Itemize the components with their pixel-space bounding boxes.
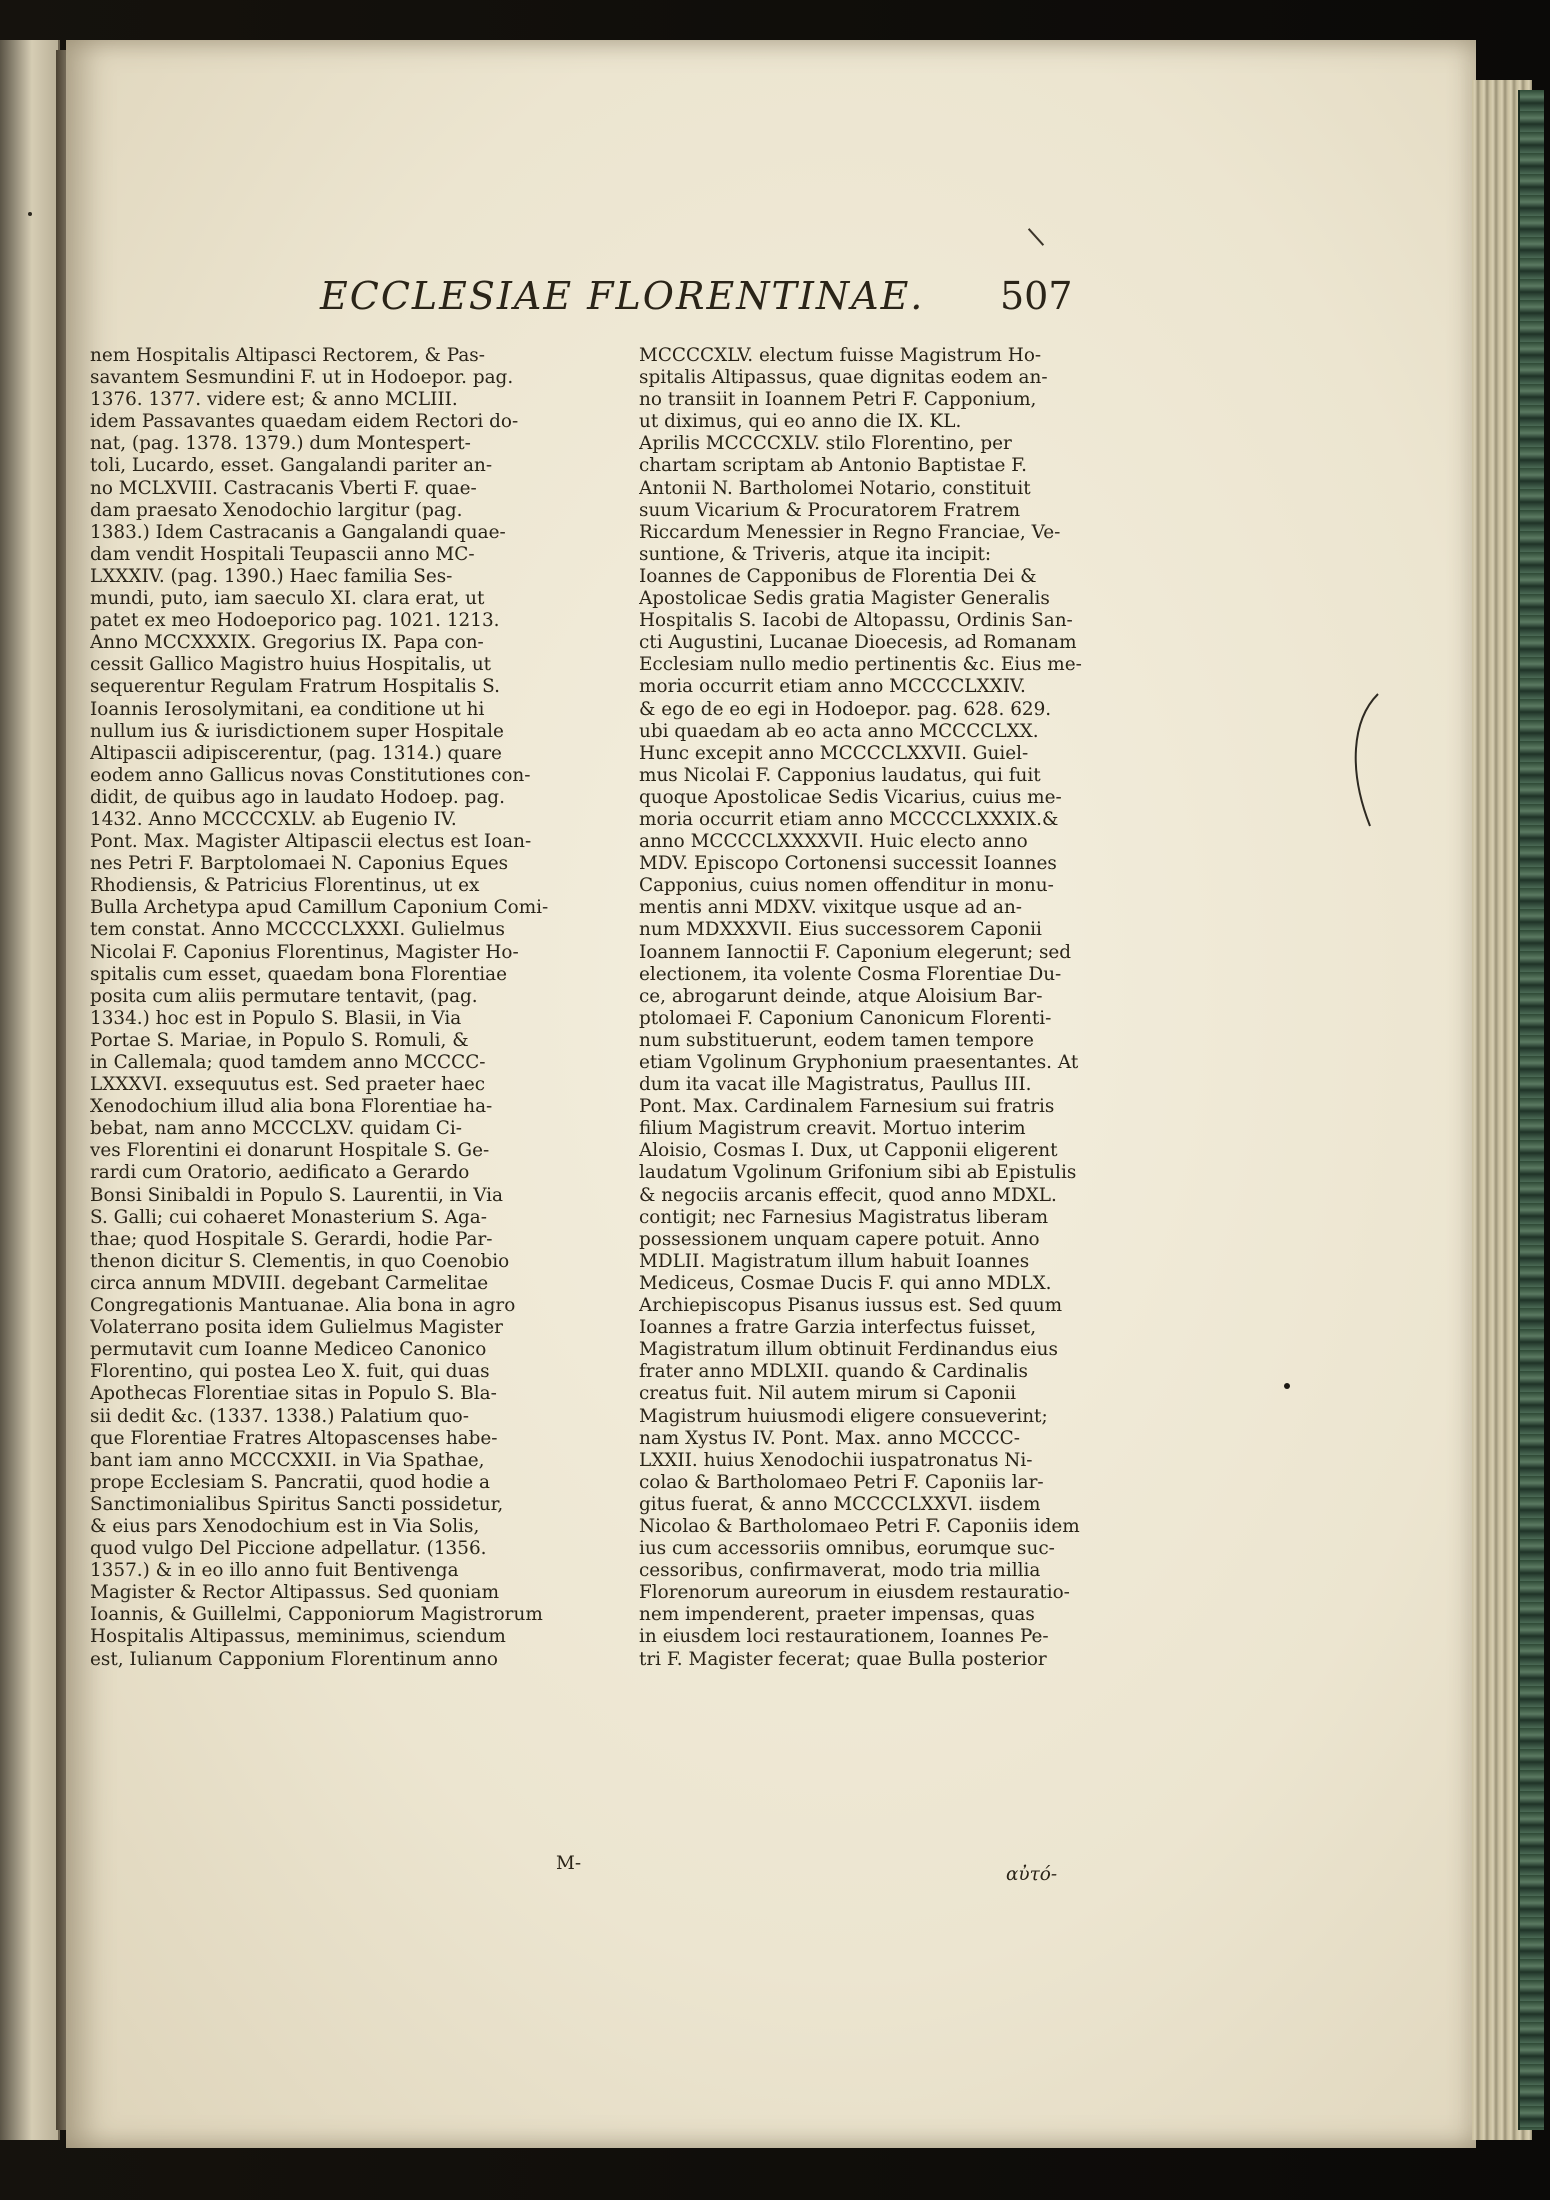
text-line: dam vendit Hospitali Teupascii anno MC- bbox=[90, 543, 475, 565]
text-line: & eius pars Xenodochium est in Via Solis, bbox=[90, 1515, 480, 1537]
text-line: cessit Gallico Magistro huius Hospitalis, ut bbox=[90, 654, 492, 676]
text-line: thenon dicitur S. Clementis, in quo Coenobio bbox=[90, 1250, 510, 1272]
text-line: Sanctimonialibus Spiritus Sancti possidetur, bbox=[90, 1493, 504, 1515]
text-line: possessionem unquam capere potuit. Anno bbox=[639, 1228, 1040, 1250]
text-line: ves Florentini ei donarunt Hospitale S. Ge- bbox=[90, 1140, 490, 1162]
text-line: rardi cum Oratorio, aedificato a Gerardo bbox=[90, 1162, 470, 1184]
text-line: Aloisio, Cosmas I. Dux, ut Capponii eligerent bbox=[639, 1140, 1058, 1162]
text-line: Riccardum Menessier in Regno Franciae, Ve- bbox=[639, 521, 1061, 543]
text-line: Nicolai F. Caponius Florentinus, Magister Ho- bbox=[90, 941, 519, 963]
text-line: Ioannes a fratre Garzia interfectus fuisset, bbox=[639, 1317, 1037, 1339]
text-line: laudatum Vgolinum Grifonium sibi ab Epistulis bbox=[639, 1162, 1077, 1184]
text-line: Aprilis MCCCCXLV. stilo Florentino, per bbox=[639, 433, 1012, 455]
text-line: nem Hospitalis Altipasci Rectorem, & Pas- bbox=[90, 345, 485, 366]
text-line: Magistrum huiusmodi eligere consueverint; bbox=[639, 1405, 1048, 1427]
catchword-left: M- bbox=[556, 1853, 582, 1874]
text-line: in Callemala; quod tamdem anno MCCCC- bbox=[90, 1052, 486, 1073]
text-line: colao & Bartholomaeo Petri F. Caponiis lar- bbox=[639, 1471, 1044, 1493]
left-page-edge bbox=[0, 40, 60, 2140]
text-line: & negociis arcanis effecit, quod anno MDXL. bbox=[639, 1184, 1057, 1206]
text-line: Pont. Max. Magister Altipascii electus est Ioan- bbox=[90, 831, 532, 853]
text-line: patet ex meo Hodoeporico pag. 1021. 1213. bbox=[90, 610, 500, 632]
text-line: quod vulgo Del Piccione adpellatur. (1356. bbox=[90, 1538, 487, 1560]
text-line: creatus fuit. Nil autem mirum si Caponii bbox=[639, 1383, 1017, 1405]
text-line: cti Augustini, Lucanae Dioecesis, ad Romanam bbox=[639, 632, 1077, 654]
text-line: dum ita vacat ille Magistratus, Paullus III. bbox=[639, 1074, 1032, 1096]
text-line: circa annum MDVIII. degebant Carmelitae bbox=[90, 1272, 489, 1294]
text-line: chartam scriptam ab Antonio Baptistae F. bbox=[639, 455, 1027, 477]
text-line: MDLII. Magistratum illum habuit Ioannes bbox=[639, 1250, 1030, 1272]
text-line: Hunc excepit anno MCCCCLXXVII. Guiel- bbox=[639, 742, 1029, 764]
text-line: savantem Sesmundini F. ut in Hodoepor. pag. bbox=[90, 367, 514, 389]
text-line: Hospitalis Altipassus, meminimus, sciendum bbox=[90, 1626, 506, 1648]
text-line: Florentino, qui postea Leo X. fuit, qui duas bbox=[90, 1361, 490, 1383]
text-line: suum Vicarium & Procuratorem Fratrem bbox=[639, 499, 1021, 521]
text-line: & ego de eo egi in Hodoepor. pag. 628. 629. bbox=[639, 698, 1052, 720]
text-line: est, Iulianum Capponium Florentinum anno bbox=[90, 1648, 498, 1670]
text-line: thae; quod Hospitale S. Gerardi, hodie Par- bbox=[90, 1228, 493, 1250]
text-line: moria occurrit etiam anno MCCCCLXXIV. bbox=[639, 676, 1026, 698]
text-line: sequerentur Regulam Fratrum Hospitalis S. bbox=[90, 676, 500, 698]
text-line: nullum ius & iurisdictionem super Hospitale bbox=[90, 720, 504, 742]
text-line: toli, Lucardo, esset. Gangalandi pariter an- bbox=[90, 455, 493, 477]
text-line: Apothecas Florentiae sitas in Populo S. Bla- bbox=[90, 1383, 497, 1405]
text-line: permutavit cum Ioanne Mediceo Canonico bbox=[90, 1339, 487, 1361]
text-line: Antonii N. Bartholomei Notario, constituit bbox=[639, 477, 1031, 499]
text-line: dam praesato Xenodochio largitur (pag. bbox=[90, 499, 463, 521]
marbled-binding bbox=[1518, 90, 1544, 2130]
text-line: suntione, & Triveris, atque ita incipit: bbox=[639, 543, 992, 565]
text-line: ius cum accessoriis omnibus, eorumque suc- bbox=[639, 1538, 1055, 1560]
text-line: bant iam anno MCCCXXII. in Via Spathae, bbox=[90, 1449, 485, 1471]
text-line: Volaterrano posita idem Gulielmus Magister bbox=[90, 1317, 503, 1339]
text-line: spitalis Altipassus, quae dignitas eodem an- bbox=[639, 367, 1048, 389]
text-line: 1383.) Idem Castracanis a Gangalandi quae- bbox=[90, 521, 506, 543]
text-line: Pont. Max. Cardinalem Farnesium sui fratris bbox=[639, 1096, 1055, 1118]
text-line: LXXXVI. exsequutus est. Sed praeter haec bbox=[90, 1074, 486, 1096]
text-line: electionem, ita volente Cosma Florentiae Du- bbox=[639, 963, 1062, 985]
text-line: Ioannis, & Guillelmi, Capponiorum Magistrorum bbox=[90, 1604, 543, 1626]
text-line: 1357.) & in eo illo anno fuit Bentivenga bbox=[90, 1560, 459, 1582]
page-header bbox=[320, 274, 1080, 324]
margin-bracket-mark bbox=[1344, 690, 1384, 830]
text-line: idem Passavantes quaedam eidem Rectori do- bbox=[90, 411, 519, 433]
page-number: 507 bbox=[1000, 274, 1073, 318]
text-line: etiam Vgolinum Gryphonium praesentantes. At bbox=[639, 1052, 1079, 1073]
text-line: ut diximus, qui eo anno die IX. KL. bbox=[639, 411, 962, 433]
text-line: nem impenderent, praeter impensas, quas bbox=[639, 1604, 1035, 1626]
text-line: Mediceus, Cosmae Ducis F. qui anno MDLX. bbox=[639, 1272, 1052, 1294]
text-line: ce, abrogarunt deinde, atque Aloisium Bar- bbox=[639, 985, 1043, 1007]
text-line: Portae S. Mariae, in Populo S. Romuli, & bbox=[90, 1029, 469, 1051]
text-line: Bonsi Sinibaldi in Populo S. Laurentii, in Via bbox=[90, 1184, 504, 1206]
text-line: no transiit in Ioannem Petri F. Capponium, bbox=[639, 389, 1037, 411]
text-line: bebat, nam anno MCCCLXV. quidam Ci- bbox=[90, 1118, 462, 1140]
text-line: Ioannes de Capponibus de Florentia Dei & bbox=[639, 565, 1037, 587]
text-line: contigit; nec Farnesius Magistratus liberam bbox=[639, 1206, 1049, 1228]
text-line: cessoribus, confirmaverat, modo tria millia bbox=[639, 1560, 1041, 1582]
text-line: didit, de quibus ago in laudato Hodoep. pag. bbox=[90, 786, 505, 808]
left-text-column bbox=[90, 345, 620, 1671]
text-line: posita cum aliis permutare tentavit, (pag. bbox=[90, 985, 478, 1007]
text-line: Ecclesiam nullo medio pertinentis &c. Eius me- bbox=[639, 654, 1082, 676]
text-line: Ioannem Iannoctii F. Caponium elegerunt; sed bbox=[639, 941, 1072, 963]
text-line: Archiepiscopus Pisanus iussus est. Sed quum bbox=[639, 1295, 1063, 1317]
text-line: in eiusdem loci restaurationem, Ioannes Pe- bbox=[639, 1626, 1049, 1648]
text-line: no MCLXVIII. Castracanis Vberti F. quae- bbox=[90, 477, 477, 499]
text-line: nes Petri F. Barptolomaei N. Caponius Eques bbox=[90, 853, 509, 875]
text-line: prope Ecclesiam S. Pancratii, quod hodie a bbox=[90, 1471, 490, 1493]
text-line: nat, (pag. 1378. 1379.) dum Montespert- bbox=[90, 433, 471, 455]
text-line: ubi quaedam ab eo acta anno MCCCCLXX. bbox=[639, 720, 1039, 742]
text-line: LXXXIV. (pag. 1390.) Haec familia Ses- bbox=[90, 565, 453, 587]
text-line: Xenodochium illud alia bona Florentiae ha- bbox=[90, 1096, 493, 1118]
text-line: quoque Apostolicae Sedis Vicarius, cuius me- bbox=[639, 786, 1062, 808]
text-line: S. Galli; cui cohaeret Monasterium S. Aga- bbox=[90, 1206, 487, 1228]
text-line: sii dedit &c. (1337. 1338.) Palatium quo- bbox=[90, 1405, 469, 1427]
text-line: filium Magistrum creavit. Mortuo interim bbox=[639, 1118, 1026, 1140]
catchword-right: αὐτό- bbox=[1006, 1864, 1058, 1885]
text-line: Magistratum illum obtinuit Ferdinandus eius bbox=[639, 1339, 1058, 1361]
text-line: que Florentiae Fratres Altopascenses habe- bbox=[90, 1427, 498, 1449]
text-line: MDV. Episcopo Cortonensi successit Ioannes bbox=[639, 853, 1057, 875]
text-line: mus Nicolai F. Capponius laudatus, qui fuit bbox=[639, 764, 1041, 786]
text-line: Apostolicae Sedis gratia Magister Generalis bbox=[639, 588, 1050, 610]
text-line: Congregationis Mantuanae. Alia bona in agro bbox=[90, 1295, 516, 1317]
text-line: tem constat. Anno MCCCCLXXXI. Gulielmus bbox=[90, 919, 505, 941]
text-line: ptolomaei F. Caponium Canonicum Florenti- bbox=[639, 1007, 1052, 1029]
text-line: 1376. 1377. videre est; & anno MCLIII. bbox=[90, 389, 458, 411]
text-line: LXXII. huius Xenodochii iuspatronatus Ni- bbox=[639, 1449, 1033, 1471]
text-line: Nicolao & Bartholomaeo Petri F. Caponiis idem bbox=[639, 1515, 1080, 1537]
text-line: Anno MCCXXXIX. Gregorius IX. Papa con- bbox=[90, 632, 484, 654]
text-line: mentis anni MDXV. vixitque usque ad an- bbox=[639, 897, 1023, 919]
text-line: Bulla Archetypa apud Camillum Caponium Comi- bbox=[90, 897, 549, 919]
text-line: anno MCCCCLXXXXVII. Huic electo anno bbox=[639, 831, 1028, 853]
text-line: Hospitalis S. Iacobi de Altopassu, Ordinis San- bbox=[639, 610, 1073, 632]
text-line: spitalis cum esset, quaedam bona Florentiae bbox=[90, 963, 507, 985]
right-text-column bbox=[639, 345, 1169, 1671]
text-line: gitus fuerat, & anno MCCCCLXXVI. iisdem bbox=[639, 1493, 1041, 1515]
text-line: tri F. Magister fecerat; quae Bulla posterior bbox=[639, 1648, 1047, 1670]
text-line: frater anno MDLXII. quando & Cardinalis bbox=[639, 1361, 1028, 1383]
text-line: nam Xystus IV. Pont. Max. anno MCCCC- bbox=[639, 1427, 1020, 1449]
ink-dot bbox=[1284, 1383, 1290, 1389]
text-line: Rhodiensis, & Patricius Florentinus, ut ex bbox=[90, 875, 480, 897]
text-line: num MDXXXVII. Eius successorem Caponii bbox=[639, 919, 1042, 941]
text-line: 1432. Anno MCCCCXLV. ab Eugenio IV. bbox=[90, 808, 457, 830]
text-line: Magister & Rector Altipassus. Sed quoniam bbox=[90, 1582, 500, 1604]
ink-speck bbox=[28, 212, 32, 216]
text-line: num substituerunt, eodem tamen tempore bbox=[639, 1029, 1034, 1051]
text-line: Altipascii adipiscerentur, (pag. 1314.) quare bbox=[90, 742, 502, 764]
text-line: MCCCCXLV. electum fuisse Magistrum Ho- bbox=[639, 345, 1042, 366]
text-line: Ioannis Ierosolymitani, ea conditione ut hi bbox=[90, 698, 485, 720]
text-line: moria occurrit etiam anno MCCCCLXXXIX.& bbox=[639, 808, 1059, 830]
text-line: 1334.) hoc est in Populo S. Blasii, in Via bbox=[90, 1007, 462, 1029]
text-line: Capponius, cuius nomen offenditur in monu- bbox=[639, 875, 1054, 897]
text-line: Florenorum aureorum in eiusdem restauratio- bbox=[639, 1582, 1070, 1604]
text-line: mundi, puto, iam saeculo XI. clara erat, ut bbox=[90, 588, 485, 610]
text-line: eodem anno Gallicus novas Constitutiones con- bbox=[90, 764, 531, 786]
running-head: ECCLESIAE FLORENTINAE. bbox=[320, 274, 925, 318]
